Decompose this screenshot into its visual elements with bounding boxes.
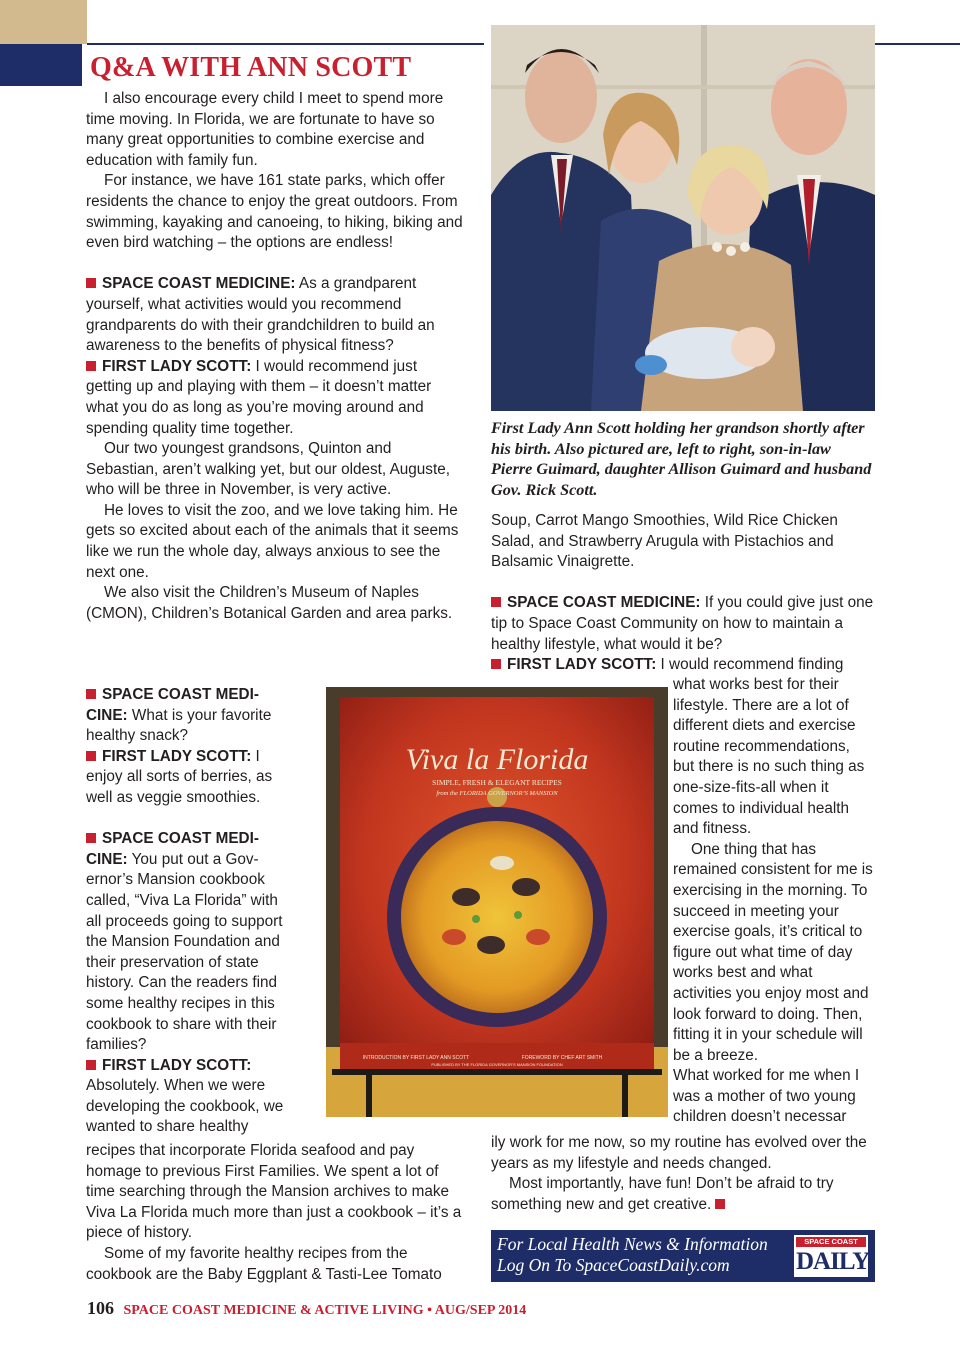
paragraph: One thing that has remained consistent for me is exercising in the morning. To succeed in meeting your exercise goals, it’s critical to figure out what time of day works best and what activities you enjoy most and look forward to doing. Then, fitting it in your schedule will be a breeze. (673, 840, 873, 1064)
article-column-right (491, 511, 875, 676)
speaker-label: SPACE COAST MEDICINE: (86, 830, 259, 868)
paragraph: Soup, Carrot Mango Smoothies, Wild Rice Chicken Salad, and Strawberry Arugula with Pistachios and Balsamic Vinaigrette. (491, 512, 838, 571)
speaker-label: FIRST LADY SCOTT: (102, 747, 252, 765)
paragraph: I also encourage every child I meet to spend more time moving. In Florida, we are fortunate to have so many great opportunities to combine exercise and education with family fun. (86, 90, 444, 169)
promo-line-2: Log On To SpaceCoastDaily.com (497, 1255, 730, 1275)
page-footer (87, 1298, 526, 1319)
question-block (86, 274, 466, 356)
promo-line-1: For Local Health News & Information (497, 1234, 768, 1254)
paragraph: What worked for me when I was a mother of two young children doesn’t necessar (673, 1067, 860, 1126)
paragraph: ily work for me now, so my routine has evolved over the years as my lifestyle and needs changed. (491, 1134, 867, 1172)
paragraph: Our two youngest grandsons, Quinton and Sebastian, aren’t walking yet, but our oldest, Auguste, who will be three in November, is very active. (86, 440, 450, 499)
book-credit-foreword: FOREWORD BY CHEF ART SMITH (521, 1055, 603, 1061)
page-title: Q&A WITH ANN SCOTT (90, 52, 412, 83)
red-square-marker (86, 689, 96, 699)
answer-block (491, 655, 875, 676)
answer-block (86, 747, 292, 809)
red-square-marker (491, 597, 501, 607)
issue-date: AUG/SEP 2014 (434, 1303, 527, 1318)
article-column-right-bottom (491, 1133, 875, 1215)
speaker-label: SPACE COAST MEDICINE: (102, 275, 296, 293)
question-block (86, 829, 292, 1056)
publication-name: SPACE COAST MEDICINE & ACTIVE LIVING (123, 1303, 424, 1318)
paragraph: He loves to visit the zoo, and we love taking him. He gets so excited about each of the animals that it seems like we run the whole day, always anxious to see the next one. (86, 501, 459, 581)
article-column-left-narrow (86, 685, 292, 1138)
red-square-marker (86, 833, 96, 843)
cookbook-photo (326, 687, 668, 1117)
paragraph: For instance, we have 161 state parks, which offer residents the chance to enjoy the great outdoors. From swimming, kayaking and canoeing, to hiking, biking and even bird watching – the options are endless! (86, 172, 463, 252)
paragraph: Some of my favorite healthy recipes from the cookbook are the Baby Eggplant & Tasti-Lee Tomato (86, 1244, 442, 1283)
red-square-marker (86, 361, 96, 371)
paragraph: what works best for their lifestyle. There are a lot of different diets and exercise routine recommendations, but there is no such thing as one-size-fits-all when it comes to individual health and fitness. (673, 676, 865, 838)
speaker-label: FIRST LADY SCOTT: (102, 1056, 252, 1074)
red-square-marker (86, 751, 96, 761)
speaker-label: SPACE COAST MEDICINE: (507, 594, 701, 612)
book-credit-publisher: PUBLISHED BY THE FLORIDA GOVERNOR’S MANSION FOUNDATION (431, 1062, 563, 1067)
promo-text (497, 1234, 768, 1276)
red-square-marker (86, 278, 96, 288)
page-number: 106 (87, 1298, 114, 1318)
answer-block (86, 1056, 292, 1077)
book-subtitle-2: from the FLORIDA GOVERNOR’S MANSION (436, 790, 558, 797)
question-block (491, 593, 875, 655)
answer-text: Absolutely. When we were developing the cookbook, we wanted to share healthy (86, 1077, 284, 1136)
paragraph-text: Most importantly, have fun! Don’t be afraid to try something new and get creative. (491, 1175, 834, 1213)
book-credit-intro: INTRODUCTION BY FIRST LADY ANN SCOTT (362, 1055, 470, 1061)
answer-text: I would recommend just getting up and playing with them – it doesn’t matter what you do as long as you’re moving around and spending quality time together. (86, 357, 432, 437)
cookbook-illustration (326, 687, 668, 1117)
paragraph: We also visit the Children’s Museum of Naples (CMON), Children’s Botanical Garden and area parks. (86, 584, 453, 622)
article-column-right-narrow (673, 675, 875, 1128)
end-mark-square (715, 1199, 725, 1209)
article-column-left-bottom (86, 1141, 464, 1285)
family-photo-illustration (491, 25, 875, 411)
question-text: As a grandparent yourself, what activities would you recommend grandparents do with their grandchildren to build an awareness to the benefits of physical fitness? (86, 275, 435, 355)
speaker-label: FIRST LADY SCOTT: (507, 656, 657, 674)
family-photo (491, 25, 875, 411)
question-block (86, 685, 292, 747)
corner-tan-block (0, 0, 87, 44)
logo-main-text: DAILY (796, 1248, 870, 1275)
speaker-label: SPACE COAST MEDICINE: (86, 686, 259, 724)
question-text: What is your favorite healthy snack? (86, 706, 272, 745)
footer-separator: • (427, 1303, 433, 1318)
question-text: If you could give just one tip to Space Coast Community on how to maintain a healthy lifestyle, what would it be? (491, 594, 874, 653)
article-column-left (86, 89, 466, 624)
red-square-marker (491, 659, 501, 669)
speaker-label: FIRST LADY SCOTT: (102, 357, 252, 375)
red-square-marker (86, 1060, 96, 1070)
book-title: Viva la Florida (405, 743, 589, 776)
answer-block (86, 357, 466, 439)
paragraph (491, 1174, 875, 1215)
header-rule-left (87, 43, 484, 45)
space-coast-daily-logo (794, 1235, 868, 1277)
answer-text: I enjoy all sorts of berries, as well as veggie smoothies. (86, 747, 273, 806)
corner-navy-block (0, 44, 82, 86)
question-text: You put out a Governor’s Mansion cookbook called, “Viva La Florida” with all proceeds going to support the Mansion Foundation and their preservation of state history. Can the readers find some healthy recipes in this cookbook to share with their families? (86, 850, 283, 1054)
answer-text: recipes that incorporate Florida seafood and pay homage to previous First Families. We spent a lot of time searching through the Mansion archives to make Viva La Florida much more than just a cookbook – it’s a piece of history. (86, 1142, 462, 1242)
header-rule-right (874, 43, 960, 45)
promo-banner[interactable] (491, 1230, 875, 1282)
photo-caption: First Lady Ann Scott holding her grandson shortly after his birth. Also pictured are, left to right, son-in-law Pierre Guimard, daughter Allison Guimard and husband Gov. Rick Scott. (491, 419, 872, 499)
answer-text: I would recommend finding (656, 656, 844, 674)
logo-top-text: SPACE COAST (796, 1237, 866, 1247)
book-subtitle-1: SIMPLE, FRESH & ELEGANT RECIPES (432, 778, 562, 787)
